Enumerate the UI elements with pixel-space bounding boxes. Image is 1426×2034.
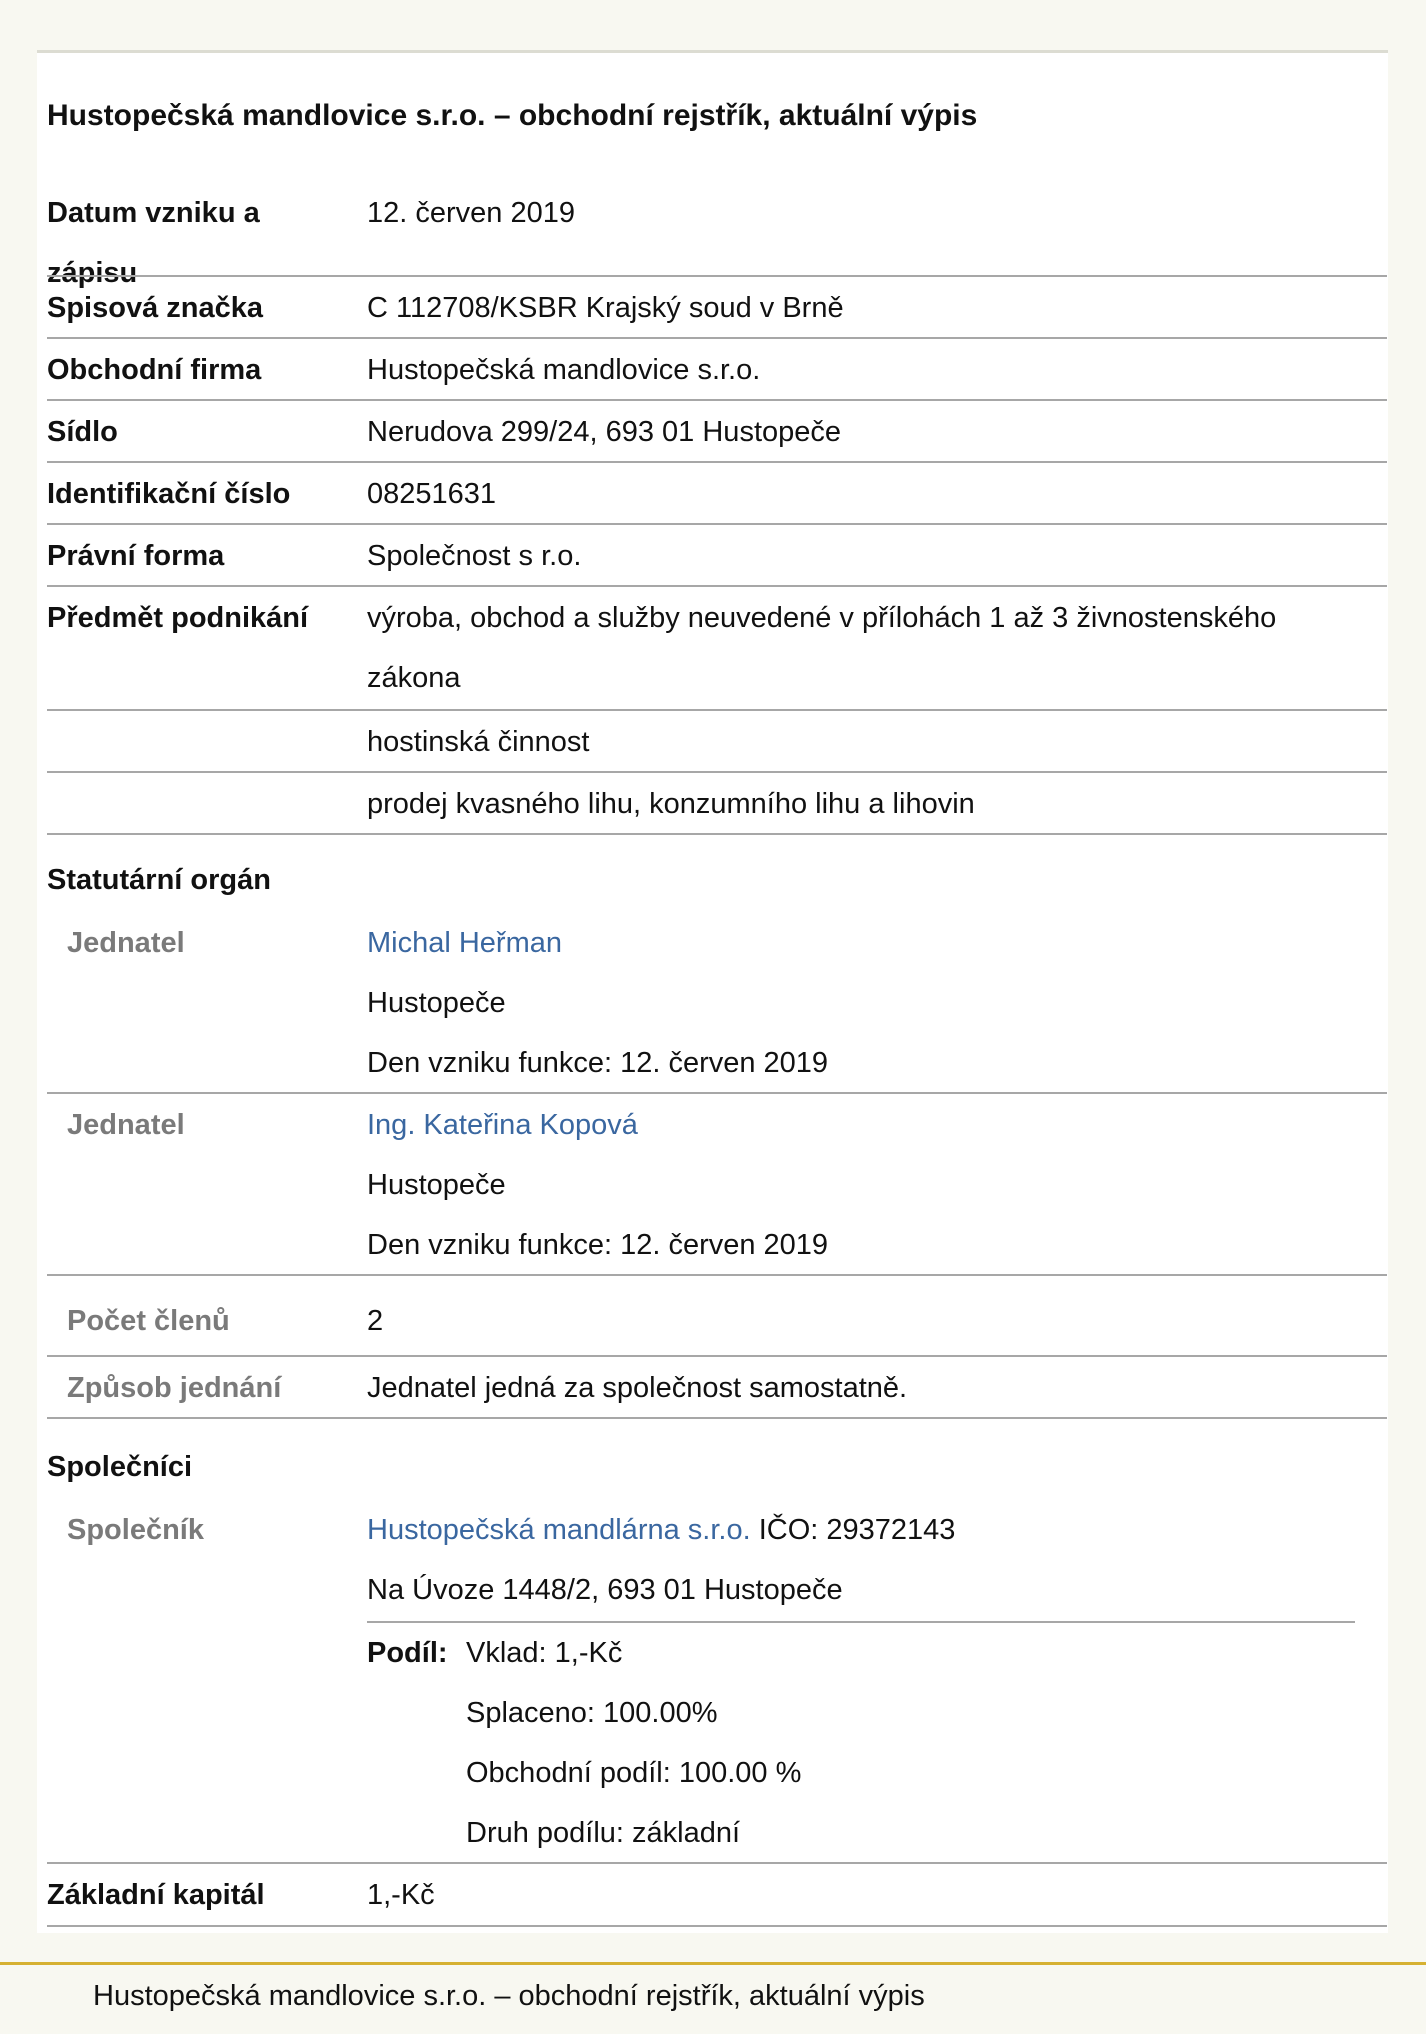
link-person-katerina-kopova[interactable]: Ing. Kateřina Kopová	[367, 1109, 638, 1141]
register-card	[37, 50, 1388, 1933]
label-pocet-clenu: Počet členů	[67, 1305, 230, 1337]
footer-title: Hustopečská mandlovice s.r.o. – obchodní rejstřík, aktuální výpis	[93, 1980, 925, 2012]
divider	[47, 1925, 1387, 1927]
value-podil-item: Druh podílu: základní	[466, 1817, 741, 1849]
section-heading-spolecnici: Společníci	[47, 1451, 193, 1483]
value-spolecnik-line	[367, 1500, 955, 1560]
value-identifikacni-cislo: 08251631	[367, 478, 497, 510]
value-datum-vzniku: 12. červen 2019	[367, 197, 575, 229]
value-spolecnik-address: Na Úvoze 1448/2, 693 01 Hustopeče	[367, 1574, 843, 1606]
value-zpusob-jednani: Jednatel jedná za společnost samostatně.	[367, 1372, 908, 1404]
value-sidlo: Nerudova 299/24, 693 01 Hustopeče	[367, 416, 842, 448]
value-podil-item: Splaceno: 100.00%	[466, 1697, 718, 1729]
value-pocet-clenu: 2	[367, 1305, 384, 1337]
label-sidlo: Sídlo	[47, 416, 118, 448]
label-jednatel: Jednatel	[67, 1109, 185, 1141]
value-pravni-forma: Společnost s r.o.	[367, 540, 582, 572]
divider	[47, 1274, 1387, 1276]
divider	[47, 709, 1387, 711]
divider	[47, 461, 1387, 463]
value-jednatel-since: Den vzniku funkce: 12. červen 2019	[367, 1229, 829, 1261]
page-title: Hustopečská mandlovice s.r.o. – obchodní rejstřík, aktuální výpis	[47, 99, 978, 132]
divider	[47, 275, 1387, 277]
label-spisova-znacka: Spisová značka	[47, 292, 263, 324]
divider	[47, 523, 1387, 525]
value-podil-item: Obchodní podíl: 100.00 %	[466, 1757, 802, 1789]
value-predmet-item: výroba, obchod a služby neuvedené v přílohách 1 až 3 živnostenského zákona	[367, 602, 1277, 694]
value-jednatel-since: Den vzniku funkce: 12. červen 2019	[367, 1047, 829, 1079]
divider	[47, 585, 1387, 587]
link-company-hustopecska-mandlarna[interactable]: Hustopečská mandlárna s.r.o.	[367, 1514, 751, 1546]
divider	[47, 1355, 1387, 1357]
value-predmet-item: hostinská činnost	[367, 726, 590, 758]
label-identifikacni-cislo: Identifikační číslo	[47, 478, 291, 510]
label-jednatel: Jednatel	[67, 927, 185, 959]
label-spolecnik: Společník	[67, 1514, 204, 1546]
divider	[47, 1417, 1387, 1419]
divider	[47, 337, 1387, 339]
value-spolecnik-ico: IČO: 29372143	[758, 1514, 956, 1546]
value-podil-item: Vklad: 1,-Kč	[466, 1637, 623, 1669]
value-spisova-znacka: C 112708/KSBR Krajský soud v Brně	[367, 292, 844, 324]
value-jednatel-city: Hustopeče	[367, 987, 506, 1019]
label-datum-vzniku-1: Datum vzniku a	[47, 197, 260, 229]
label-zpusob-jednani: Způsob jednání	[67, 1372, 282, 1404]
footer-divider	[0, 1962, 1426, 1965]
value-predmet-item: prodej kvasného lihu, konzumního lihu a lihovin	[367, 788, 975, 820]
value-zakladni-kapital: 1,-Kč	[367, 1879, 435, 1911]
label-obchodni-firma: Obchodní firma	[47, 354, 262, 386]
value-obchodni-firma: Hustopečská mandlovice s.r.o.	[367, 354, 761, 386]
label-predmet-podnikani: Předmět podnikání	[47, 602, 309, 634]
link-person-michal-herman[interactable]: Michal Heřman	[367, 927, 562, 959]
label-datum-vzniku-2: zápisu	[47, 257, 138, 289]
divider	[47, 399, 1387, 401]
divider	[47, 833, 1387, 835]
divider	[47, 1092, 1387, 1094]
label-pravni-forma: Právní forma	[47, 540, 225, 572]
divider	[47, 771, 1387, 773]
value-jednatel-city: Hustopeče	[367, 1169, 506, 1201]
divider	[47, 1862, 1387, 1864]
label-podil: Podíl:	[367, 1637, 448, 1669]
label-zakladni-kapital: Základní kapitál	[47, 1879, 265, 1911]
section-heading-statutarni-organ: Statutární orgán	[47, 864, 271, 896]
